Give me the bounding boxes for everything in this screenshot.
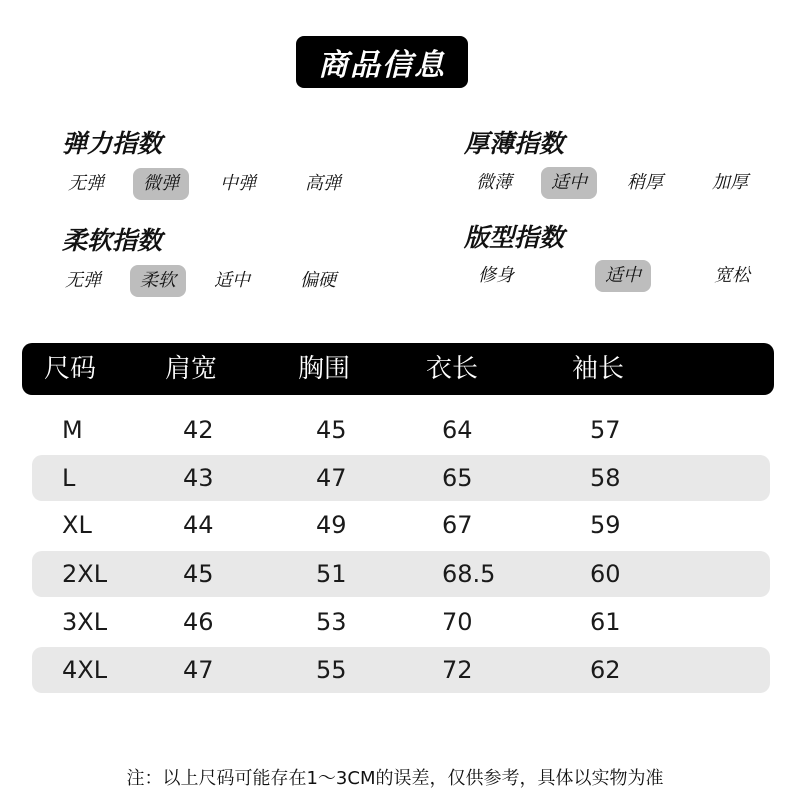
cell-size: L [62,464,76,492]
table-row [32,647,770,693]
cell-chest: 51 [316,560,347,588]
cell-size: 3XL [62,608,108,636]
thickness-option: 微薄 [476,172,512,193]
cell-size: XL [62,511,92,539]
elasticity-option-selected: 微弹 [133,168,189,200]
softness-option: 偏硬 [300,270,336,291]
cell-length: 68.5 [442,560,496,588]
table-row [32,599,770,645]
elasticity-title: 弹力指数 [62,129,163,158]
table-row [32,407,770,453]
thickness-option: 加厚 [712,172,748,193]
cell-shoulder: 43 [183,464,214,492]
cell-shoulder: 45 [183,560,214,588]
cell-chest: 55 [316,656,347,684]
softness-option-selected: 柔软 [130,265,186,297]
cell-size: M [62,416,83,444]
elasticity-option: 高弹 [305,173,341,194]
thickness-option: 稍厚 [627,172,663,193]
softness-option: 无弹 [65,270,101,291]
fit-option: 修身 [478,265,514,286]
header-shoulder: 肩宽 [165,354,218,384]
cell-sleeve: 61 [590,608,621,636]
cell-length: 70 [442,608,473,636]
cell-length: 64 [442,416,473,444]
cell-sleeve: 58 [590,464,621,492]
header-size: 尺码 [44,354,97,384]
header-sleeve: 袖长 [572,354,625,384]
cell-length: 67 [442,511,473,539]
cell-sleeve: 59 [590,511,621,539]
page-title: 商品信息 [296,36,468,88]
thickness-option-selected: 适中 [541,167,597,199]
cell-shoulder: 42 [183,416,214,444]
cell-shoulder: 47 [183,656,214,684]
elasticity-option: 无弹 [68,173,104,194]
fit-option-selected: 适中 [595,260,651,292]
cell-size: 4XL [62,656,108,684]
cell-length: 65 [442,464,473,492]
size-table-header [22,343,774,395]
cell-shoulder: 46 [183,608,214,636]
cell-chest: 45 [316,416,347,444]
header-chest: 胸围 [298,354,351,384]
softness-title: 柔软指数 [62,226,163,255]
header-length: 衣长 [426,354,479,384]
cell-chest: 53 [316,608,347,636]
softness-option: 适中 [214,270,250,291]
fit-option: 宽松 [714,265,750,286]
cell-sleeve: 57 [590,416,621,444]
elasticity-option: 中弹 [220,173,256,194]
table-row [32,551,770,597]
cell-shoulder: 44 [183,511,214,539]
cell-size: 2XL [62,560,108,588]
thickness-title: 厚薄指数 [464,129,565,158]
size-disclaimer-note: 注：以上尺码可能存在1～3CM的误差，仅供参考，具体以实物为准 [126,768,664,789]
cell-chest: 49 [316,511,347,539]
table-row [32,455,770,501]
cell-sleeve: 60 [590,560,621,588]
fit-title: 版型指数 [464,223,565,252]
cell-sleeve: 62 [590,656,621,684]
cell-chest: 47 [316,464,347,492]
table-row [32,502,770,548]
cell-length: 72 [442,656,473,684]
